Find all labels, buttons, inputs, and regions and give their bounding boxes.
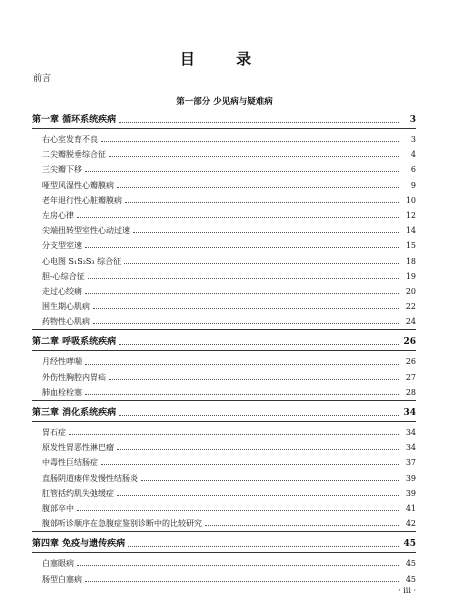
leader-dots — [117, 449, 399, 450]
entry-label: 分支型室速 — [42, 241, 82, 251]
chapter-label: 第四章 免疫与遗传疾病 — [32, 539, 126, 550]
entry-page: 4 — [410, 150, 416, 160]
toc-entry[interactable] — [32, 208, 416, 223]
toc-entry[interactable] — [32, 178, 416, 193]
leader-dots — [85, 394, 399, 395]
leader-dots — [88, 278, 399, 279]
entry-label: 中毒性巨结肠症 — [42, 458, 98, 468]
leader-dots — [109, 379, 399, 380]
entry-label: 左房心律 — [42, 210, 74, 220]
leader-dots — [205, 525, 399, 526]
leader-dots — [85, 247, 399, 248]
leader-dots — [85, 364, 399, 365]
entry-page: 45 — [405, 559, 416, 569]
toc-entry[interactable] — [32, 269, 416, 284]
leader-dots — [85, 581, 399, 582]
entry-label: 白塞眼病 — [42, 559, 74, 569]
toc-entry[interactable] — [32, 370, 416, 385]
leader-dots — [85, 171, 399, 172]
preface-link[interactable]: 前言 — [33, 74, 52, 84]
entry-page: 42 — [405, 519, 416, 529]
leader-dots — [109, 156, 399, 157]
toc-entry[interactable] — [32, 299, 416, 314]
leader-dots — [69, 434, 399, 435]
entry-page: 15 — [405, 241, 416, 251]
entry-page: 9 — [410, 180, 416, 190]
chapter-page: 45 — [403, 539, 416, 550]
leader-dots — [101, 464, 399, 465]
entry-page: 28 — [405, 387, 416, 397]
toc-entry[interactable] — [32, 354, 416, 369]
entry-label: 肺血栓栓塞 — [42, 387, 82, 397]
table-of-contents — [32, 113, 416, 592]
page-title: 目 录 — [179, 50, 270, 68]
chapter-heading[interactable] — [32, 406, 416, 422]
toc-entry[interactable] — [32, 516, 416, 531]
leader-dots — [124, 263, 399, 264]
entry-page: 19 — [405, 271, 416, 281]
chapter-heading[interactable] — [32, 113, 416, 129]
entry-label: 原发性胃恶性淋巴瘤 — [42, 443, 114, 453]
entry-label: 胃石症 — [42, 428, 66, 437]
chapter-block — [32, 113, 416, 330]
entry-label: 老年退行性心脏瓣膜病 — [42, 195, 122, 205]
entry-page: 14 — [405, 226, 416, 236]
entry-label: 二尖瓣脱垂综合征 — [42, 150, 106, 160]
leader-dots — [117, 187, 399, 188]
entry-label: 直肠阴道瘘伴发慢性结肠炎 — [42, 473, 138, 483]
entry-page: 34 — [405, 443, 416, 453]
toc-entry[interactable] — [32, 425, 416, 440]
entry-label: 心电图 S₁S₂S₃ 综合征 — [42, 256, 122, 266]
chapter-page: 26 — [403, 337, 416, 348]
leader-dots — [133, 232, 399, 233]
entry-page: 37 — [405, 458, 416, 468]
entry-label: 走过心绞痛 — [42, 286, 82, 296]
toc-entry[interactable] — [32, 486, 416, 501]
toc-entry[interactable] — [32, 501, 416, 516]
chapter-block — [32, 537, 416, 586]
chapter-label: 第三章 消化系统疾病 — [32, 408, 117, 418]
toc-entry[interactable] — [32, 147, 416, 162]
leader-dots — [119, 415, 399, 416]
chapter-label: 第一章 循环系统疾病 — [32, 115, 117, 125]
entry-label: 右心室发育不良 — [42, 135, 98, 144]
entry-label: 药物性心肌病 — [42, 317, 90, 327]
leader-dots — [93, 323, 399, 324]
toc-entry[interactable] — [32, 471, 416, 486]
entry-label: 腹部听诊顺序在急腹症鉴别诊断中的比较研究 — [42, 519, 202, 529]
entry-page: 3 — [410, 135, 416, 144]
toc-entry[interactable] — [32, 162, 416, 177]
chapter-page: 3 — [409, 115, 416, 125]
toc-entry[interactable] — [32, 284, 416, 299]
entry-page: 34 — [405, 428, 416, 437]
chapter-block — [32, 335, 416, 401]
entry-label: 肛管括约肌失弛缓症 — [42, 488, 114, 498]
entry-page: 24 — [405, 317, 416, 327]
entry-page: 45 — [405, 574, 416, 584]
chapter-heading[interactable] — [32, 335, 416, 351]
leader-dots — [119, 344, 399, 345]
toc-entry[interactable] — [32, 223, 416, 238]
chapter-heading[interactable] — [32, 537, 416, 553]
page-number: · iii · — [398, 586, 416, 595]
entry-page: 26 — [405, 357, 416, 367]
entry-page: 39 — [405, 473, 416, 483]
toc-entry[interactable] — [32, 440, 416, 455]
entry-page: 18 — [405, 256, 416, 266]
entry-label: 尖端扭转型室性心动过速 — [42, 226, 130, 236]
part-title: 第一部分 少见病与疑难病 — [176, 97, 273, 107]
entry-page: 41 — [405, 503, 416, 513]
leader-dots — [77, 217, 399, 218]
entry-label: 三尖瓣下移 — [42, 165, 82, 175]
entry-page: 6 — [410, 165, 416, 175]
entry-label: 围生期心肌病 — [42, 302, 90, 312]
toc-entry[interactable] — [32, 132, 416, 147]
entry-label: 外伤性胸腔内胃疝 — [42, 372, 106, 382]
entry-page: 22 — [405, 302, 416, 312]
entry-label: 腹部卒中 — [42, 503, 74, 513]
leader-dots — [77, 510, 399, 511]
entry-page: 27 — [405, 372, 416, 382]
entry-page: 10 — [405, 195, 416, 205]
leader-dots — [117, 495, 399, 496]
entry-label: 肠型白塞病 — [42, 574, 82, 584]
toc-entry[interactable] — [32, 238, 416, 253]
leader-dots — [128, 546, 399, 547]
toc-entry[interactable] — [32, 193, 416, 208]
entry-page: 12 — [405, 210, 416, 220]
leader-dots — [141, 480, 399, 481]
leader-dots — [125, 202, 399, 203]
entry-label: 胆-心综合征 — [42, 271, 85, 281]
leader-dots — [85, 293, 399, 294]
entry-label: 月经性哮喘 — [42, 357, 82, 367]
entry-page: 39 — [405, 488, 416, 498]
leader-dots — [101, 141, 399, 142]
toc-entry[interactable] — [32, 556, 416, 571]
toc-entry[interactable] — [32, 385, 416, 400]
toc-entry[interactable] — [32, 572, 416, 587]
entry-page: 20 — [405, 286, 416, 296]
entry-label: 哑型风湿性心瓣膜病 — [42, 180, 114, 190]
leader-dots — [119, 122, 399, 123]
chapter-page: 34 — [403, 408, 416, 418]
toc-entry[interactable] — [32, 254, 416, 269]
leader-dots — [93, 308, 399, 309]
toc-entry[interactable] — [32, 455, 416, 470]
chapter-block — [32, 406, 416, 532]
leader-dots — [77, 565, 399, 566]
chapter-label: 第二章 呼吸系统疾病 — [32, 337, 117, 348]
toc-entry[interactable] — [32, 314, 416, 329]
